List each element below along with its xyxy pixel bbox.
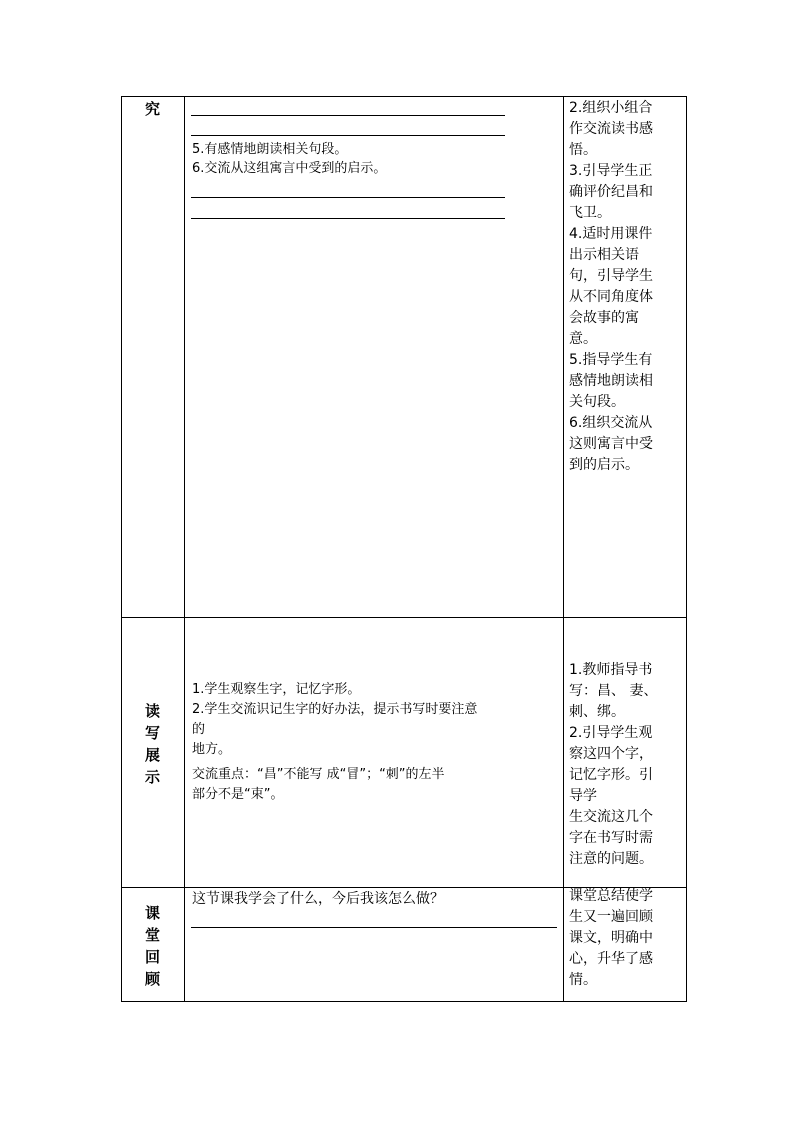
row2-label-char: 读 [144,702,160,720]
row3-teacher-line: 课堂总结使学 [569,888,653,904]
row3-label-char: 回 [144,948,160,966]
column-divider-1 [184,96,185,1002]
row2-teacher-line: 字在书写时需 [569,830,653,846]
answer-line[interactable] [191,218,505,219]
row1-label [121,98,184,120]
row2-label-char: 写 [144,724,160,742]
row3-label-char: 课 [144,904,160,922]
row1-teacher-line: 到的启示。 [569,457,639,473]
row1-teacher-line: 出示相关语 [569,247,639,263]
row1-teacher-notes [569,98,679,476]
row2-teacher-line: 2.引导学生观 [569,725,653,741]
row2-teacher-line: 记忆字形。引 [569,767,653,783]
row3-teacher-line: 情。 [569,972,597,988]
table-border-right [686,96,687,1002]
row3-teacher-line: 生又一遍回顾 [569,909,653,925]
row1-teacher-line: 意。 [569,331,597,347]
row2-teacher-line: 导学 [569,788,597,804]
row3-teacher-line: 心，升华了感 [569,951,653,967]
answer-line[interactable] [191,115,505,116]
row3-middle-line: 这节课我学会了什么，今后我该怎么做？ [192,891,444,907]
row2-label [121,700,184,788]
row1-teacher-line: 关句段。 [569,394,625,410]
row2-middle-line: 1.学生观察生字，记忆字形。 [192,682,361,697]
row3-teacher-notes [569,886,679,991]
row2-label-char: 展 [144,746,160,764]
row1-teacher-line: 会故事的寓 [569,310,639,326]
row1-teacher-line: 这则寓言中受 [569,436,653,452]
row1-teacher-line: 2.组织小组合 [569,100,653,116]
table-border-left [121,96,122,1002]
row1-teacher-line: 悟。 [569,142,597,158]
answer-line[interactable] [191,135,505,136]
row2-middle-line: 2.学生交流识记生字的好办法，提示书写时要注意 [192,702,478,717]
row1-teacher-line: 4.适时用课件 [569,226,653,242]
column-divider-2 [563,96,564,1002]
row1-teacher-line: 确评价纪昌和 [569,184,653,200]
row-divider-1 [121,617,687,618]
row1-teacher-line: 从不同角度体 [569,289,653,305]
row1-teacher-line: 句，引导学生 [569,268,653,284]
table-border-bottom [121,1001,687,1002]
row2-teacher-line: 刺、绑。 [569,704,625,720]
row2-middle-line: 地方。 [192,742,232,757]
row2-teacher-line: 生交流这几个 [569,809,653,825]
row2-middle-line: 的 [192,722,206,737]
row3-teacher-line: 课文，明确中 [569,930,653,946]
table-border-top [121,96,687,97]
row2-teacher-line: 察这四个字， [569,746,653,762]
answer-line[interactable] [191,927,557,928]
row1-teacher-line: 3.引导学生正 [569,163,653,179]
row3-label-char: 堂 [144,926,160,944]
row3-label [121,902,184,990]
lesson-plan-table [121,96,687,1002]
row2-teacher-line: 注意的问题。 [569,851,653,867]
row2-middle-line: 部分不是“束”。 [192,787,284,802]
row3-label-char: 顾 [144,970,160,988]
row1-teacher-line: 6.组织交流从 [569,415,653,431]
row2-teacher-line: 写：昌、 妻、 [569,683,658,699]
row1-teacher-line: 作交流读书感 [569,121,653,137]
row2-label-char: 示 [144,768,160,786]
row1-middle-line: 5.有感情地朗读相关句段。 [192,142,348,157]
row1-teacher-line: 感情地朗读相 [569,373,653,389]
row1-teacher-line: 5.指导学生有 [569,352,653,368]
answer-line[interactable] [191,197,505,198]
row1-middle-line: 6.交流从这组寓言中受到的启示。 [192,161,387,176]
row2-teacher-line: 1.教师指导书 [569,662,653,678]
row2-teacher-notes [569,660,679,870]
row2-middle-line: 交流重点：“昌”不能写 成“冒”；“刺”的左半 [192,767,445,782]
row1-teacher-line: 飞卫。 [569,205,611,221]
row1-label-char: 究 [144,100,160,118]
